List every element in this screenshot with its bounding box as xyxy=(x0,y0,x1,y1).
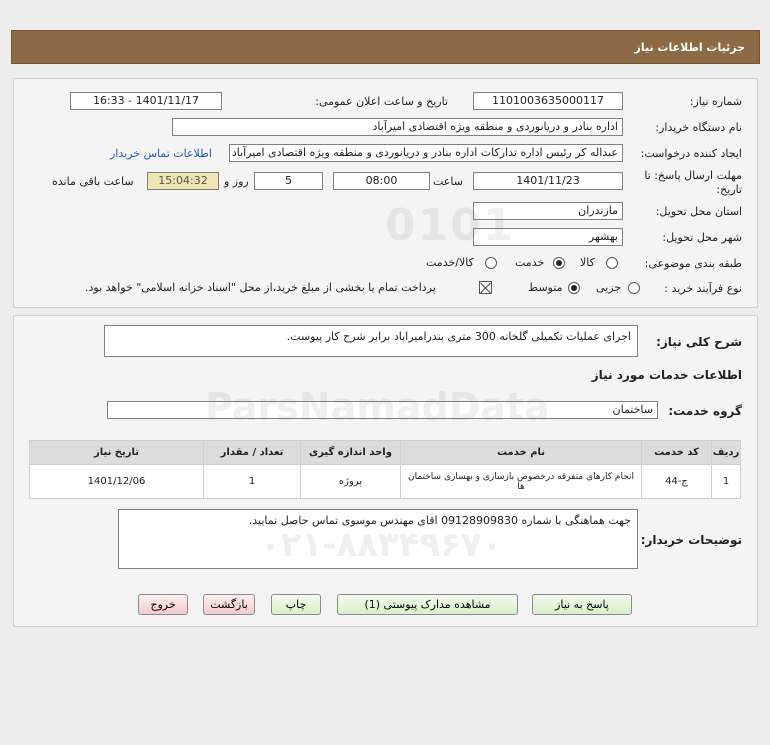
header-service-code: کد خدمت xyxy=(642,441,712,465)
back-button[interactable]: بازگشت xyxy=(203,594,255,615)
buyer-notes-field[interactable]: جهت هماهنگی با شماره 09128909830 اقای مهندس موسوی تماس حاصل نمایید. xyxy=(118,509,638,569)
cell-unit: پروژه xyxy=(301,465,401,499)
province-field[interactable]: مازندران xyxy=(473,202,623,220)
services-table xyxy=(29,440,741,499)
cell-need-date: 1401/12/06 xyxy=(30,465,204,499)
summary-label: شرح کلی نیاز: xyxy=(656,335,742,349)
cell-service-name: انجام کارهای متفرقه درخصوص بازسازی و بهسازی ساختمان ها xyxy=(401,465,642,499)
days-label: روز و xyxy=(224,175,249,188)
process-label: نوع فرآیند خرید : xyxy=(664,282,742,295)
buyer-org-field[interactable]: اداره بنادر و دریانوردی و منطقه ویژه اقتصادی امیرآباد xyxy=(172,118,623,136)
treasury-payment-note: پرداخت تمام یا بخشی از مبلغ خرید،از محل "اسناد خزانه اسلامی" خواهد بود. xyxy=(85,281,436,294)
page-header xyxy=(11,30,760,64)
service-group-field[interactable]: ساختمان xyxy=(107,401,658,419)
services-heading: اطلاعات خدمات مورد نیاز xyxy=(591,368,742,382)
buyer-notes-label: توضیحات خریدار: xyxy=(640,533,742,547)
deadline-date-field[interactable]: 1401/11/23 xyxy=(473,172,623,190)
deadline-label-line1: مهلت ارسال پاسخ: تا xyxy=(644,169,742,182)
city-label: شهر محل تحویل: xyxy=(662,231,742,244)
need-number-field[interactable]: 1101003635000117 xyxy=(473,92,623,110)
city-field[interactable]: بهشهر xyxy=(473,228,623,246)
remaining-time-field: 15:04:32 xyxy=(147,172,219,190)
days-remaining-field[interactable]: 5 xyxy=(254,172,323,190)
process-radio-minor[interactable] xyxy=(628,282,640,294)
view-attachments-button[interactable]: مشاهده مدارک پیوستی (1) xyxy=(337,594,518,615)
deadline-label-line2: تاریخ: xyxy=(716,183,742,196)
cell-row-number: 1 xyxy=(712,465,741,499)
need-info-panel xyxy=(13,78,758,308)
category-radio-goods-service[interactable] xyxy=(485,257,497,269)
header-unit: واحد اندازه گیری xyxy=(301,441,401,465)
category-label: طبقه بندی موضوعی: xyxy=(644,257,742,270)
category-option-service: خدمت xyxy=(515,256,545,269)
header-need-date: تاریخ نیاز xyxy=(30,441,204,465)
process-option-medium: متوسط xyxy=(528,281,563,294)
treasury-payment-checkbox[interactable] xyxy=(479,281,492,294)
deadline-time-field[interactable]: 08:00 xyxy=(333,172,430,190)
process-radio-medium[interactable] xyxy=(568,282,580,294)
reply-to-need-button[interactable]: پاسخ به نیاز xyxy=(532,594,632,615)
category-radio-goods[interactable] xyxy=(606,257,618,269)
page-title: جزئیات اطلاعات نیاز xyxy=(634,41,745,54)
buyer-contact-link[interactable]: اطلاعات تماس خریدار xyxy=(110,147,212,160)
print-button[interactable]: چاپ xyxy=(271,594,321,615)
header-service-name: نام خدمت xyxy=(401,441,642,465)
requester-field[interactable]: عبداله کر رئیس اداره تدارکات اداره بنادر و دریانوردی و منطقه ویژه اقتصادی امیرآباد xyxy=(229,144,623,162)
category-option-goods-service: کالا/خدمت xyxy=(426,256,474,269)
province-label: استان محل تحویل: xyxy=(655,205,742,218)
header-row-number: ردیف xyxy=(712,441,741,465)
announce-field[interactable]: 1401/11/17 - 16:33 xyxy=(70,92,222,110)
deadline-time-label: ساعت xyxy=(433,175,463,188)
requester-label: ایجاد کننده درخواست: xyxy=(640,147,742,160)
category-option-goods: کالا xyxy=(580,256,595,269)
announce-label: تاریخ و ساعت اعلان عمومی: xyxy=(315,95,448,108)
cell-quantity: 1 xyxy=(204,465,301,499)
remaining-time-label: ساعت باقی مانده xyxy=(52,175,134,188)
need-number-label: شماره نیاز: xyxy=(689,95,742,108)
services-table-header xyxy=(30,441,741,465)
header-quantity: تعداد / مقدار xyxy=(204,441,301,465)
process-option-minor: جزیی xyxy=(596,281,622,294)
service-group-label: گروه خدمت: xyxy=(668,404,742,418)
table-row xyxy=(30,465,741,499)
category-radio-service[interactable] xyxy=(553,257,565,269)
summary-field[interactable]: اجرای عملیات تکمیلی گلخانه 300 متری بندرامیراباد برابر شرح کار پیوست. xyxy=(104,325,638,357)
buyer-org-label: نام دستگاه خریدار: xyxy=(655,121,742,134)
cell-service-code: ج-44 xyxy=(642,465,712,499)
exit-button[interactable]: خروج xyxy=(138,594,188,615)
